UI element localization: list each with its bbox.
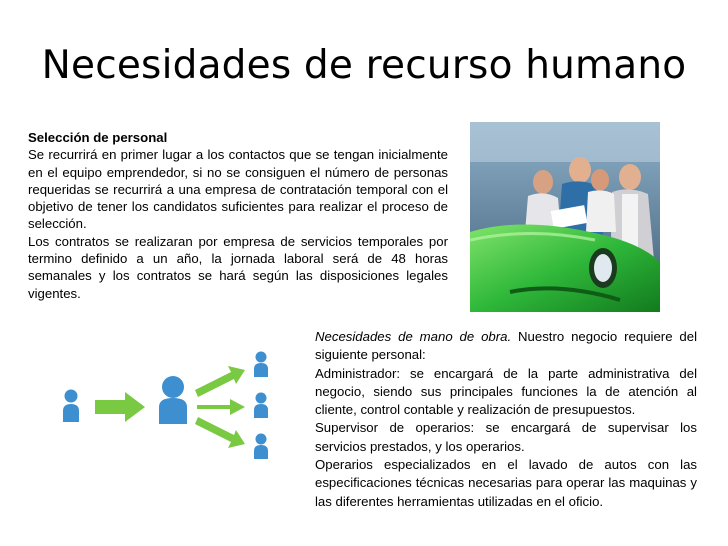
- mano-obra-intro: [315, 328, 697, 365]
- seleccion-heading: Selección de personal: [28, 130, 168, 145]
- seleccion-paragraph-2: Los contratos se realizaran por empresa de servicios temporales por termino definido a un año, la jornada laboral será de 48 horas semanales y los contratos se hará según las disposiciones legales vigentes.: [28, 233, 448, 301]
- mano-obra-section: [315, 328, 697, 511]
- staffing-diagram: [55, 340, 295, 470]
- mano-obra-intro-text: Nuestro negocio requiere del siguiente personal:: [315, 329, 698, 363]
- car-sales-illustration: [470, 122, 660, 312]
- seleccion-section: [28, 129, 448, 302]
- mano-obra-lead: Necesidades de mano de obra.: [315, 329, 512, 344]
- arrow-right-icon: [95, 392, 145, 422]
- car-sales-photo: [470, 122, 660, 312]
- arrow-icon: [195, 366, 245, 448]
- person-icon: [63, 390, 79, 423]
- person-icon: [254, 352, 268, 460]
- slide-title: Necesidades de recurso humano: [41, 43, 687, 88]
- person-icon: [159, 376, 187, 424]
- supervisor-text: Supervisor de operarios: se encargará de supervisar los servicios prestados, y los operarios.: [315, 420, 697, 454]
- seleccion-paragraph-1: Se recurrirá en primer lugar a los contactos que se tengan inicialmente en el equipo emprendedor, si no se consiguen el número de personas requeridas se recurrirá a una empresa de contratación temporal con el objetivo de tener los candidatos suficientes para realizar el proceso de selección.: [28, 147, 448, 232]
- administrador-text: Administrador: se encargará de la parte administrativa del negocio, siendo sus principales funciones la de atención al cliente, control contable y realización de presupuestos.: [315, 365, 697, 418]
- staffing-flow-graphic: [55, 340, 295, 470]
- operarios-text: Operarios especializados en el lavado de autos con las especificaciones técnicas necesarias para operar las maquinas y las diferentes herramientas utilizadas en el oficio.: [315, 457, 697, 509]
